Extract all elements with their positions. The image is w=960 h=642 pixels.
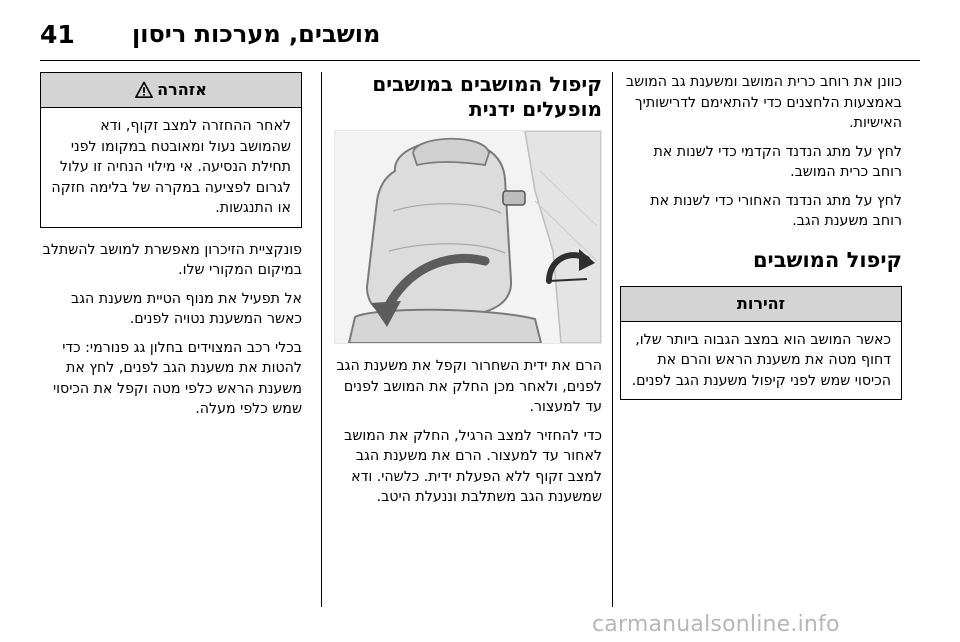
paragraph: כדי להחזיר למצב הרגיל, החלק את המושב לאחור עד למעצור. הרם את משענת הגב למצב זקוף ללא הפעלת ידית. כלשהי. ודא שמשענת הגב משתלבת וננעלת היטב. [344, 427, 602, 505]
section-heading: קיפול המושבים [752, 247, 902, 272]
column-divider-right [612, 72, 613, 607]
paragraph: לחץ על מתג הנדנד האחורי כדי לשנות את רוחב משענת הגב. [650, 192, 902, 229]
paragraph: אל תפעיל את מנוף הטיית משענת הגב כאשר המשענת נטויה לפנים. [70, 290, 302, 327]
page-header [40, 18, 920, 52]
caution-box [620, 286, 902, 401]
left-column [40, 72, 302, 428]
right-column [620, 72, 902, 400]
seat-headrest [413, 139, 489, 165]
release-lever [503, 191, 525, 205]
paragraph: כוונן את רוחב כרית המושב ומשענת גב המושב באמצעות הלחצנים כדי להתאימם לדרישותיך האישיות. [625, 74, 902, 131]
seat-illustration-svg [335, 131, 601, 343]
header-rule [40, 60, 920, 61]
seat-folding-illustration [334, 130, 602, 344]
warning-box-title: אזהרה [157, 80, 207, 99]
page-title: מושבים, מערכות ריסון [132, 20, 381, 48]
paragraph: פונקציית הזיכרון מאפשרת למושב להשתלב במיקום המקורי שלו. [42, 241, 302, 278]
spacer [40, 228, 302, 240]
paragraph: לחץ על מתג הנדנד הקדמי כדי לשנות את רוחב כרית המושב. [653, 143, 902, 180]
watermark: carmanualsonline.info [592, 612, 840, 637]
middle-column [334, 72, 602, 516]
warning-triangle-icon [135, 81, 153, 99]
warning-box [40, 72, 302, 228]
warning-box-text: לאחר ההחזרה למצב זקוף, ודא שהמושב נעול ומאובטח במקומו לפני תחילת הנסיעה. אי מילוי הנחיה זו עלול לגרום לפציעה במקרה של בלימה חזקה או התנגשות. [51, 118, 291, 216]
seat-cushion [349, 310, 541, 343]
warning-box-header [41, 73, 301, 108]
column-divider-left [321, 72, 322, 607]
page-number: 41 [40, 20, 75, 49]
paragraph: בכלי רכב המצוידים בחלון גג פנורמי: כדי להטות את משענת הגב לפנים, לחץ את משענת הראש כלפי מטה וקפל את הכיסוי שמש כלפי מעלה. [52, 339, 302, 417]
section-heading: קיפול המושבים במושבים מופעלים ידנית [372, 72, 602, 121]
caution-box-text: כאשר המושב הוא במצב הגבוה ביותר שלו, דחוף מטה את משענת הראש והרם את הכיסוי שמש לפני קיפול משענת הגב לפנים. [631, 331, 891, 389]
paragraph: הרם את ידית השחרור וקפל את משענת הגב לפנים, ולאחר מכן החלק את המושב לפנים עד למעצור. [336, 358, 602, 415]
caution-box-title: זהירות [621, 287, 901, 322]
